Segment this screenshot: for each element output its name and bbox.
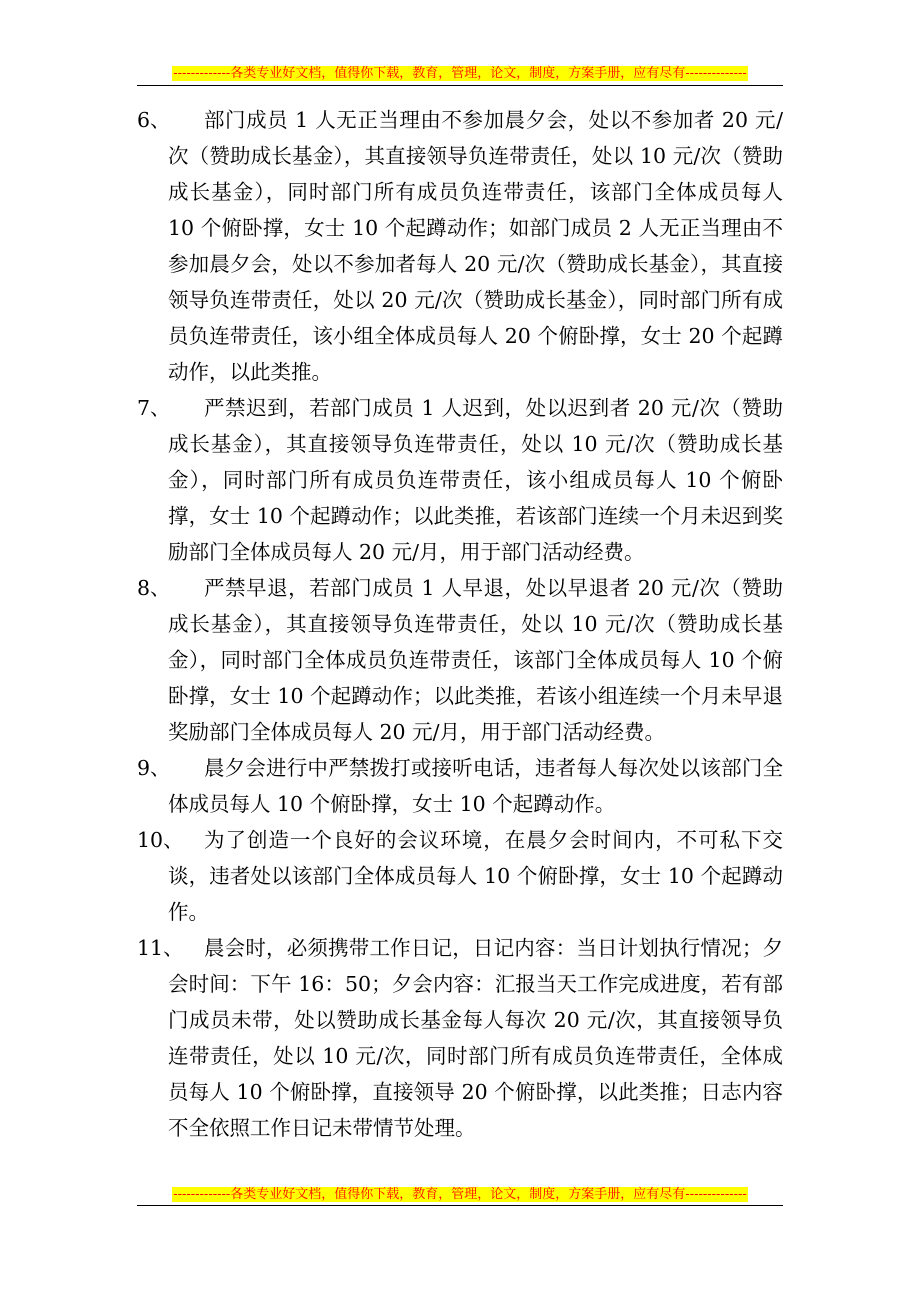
rule-item-8 bbox=[137, 570, 783, 750]
item-number: 8、 bbox=[137, 576, 171, 600]
item-text: 晨夕会进行中严禁拨打或接听电话，违者每人每次处以该部门全体成员每人 10 个俯卧撑，女士 10 个起蹲动作。 bbox=[168, 756, 783, 816]
item-number: 9、 bbox=[137, 756, 171, 780]
footer-rule bbox=[137, 1205, 783, 1206]
rule-item-10 bbox=[137, 822, 783, 930]
item-text: 严禁早退，若部门成员 1 人早退，处以早退者 20 元/次（赞助成长基金），其直接领导负连带责任，处以 10 元/次（赞助成长基金），同时部门全体成员负连带责任，该部门全体成员每人 10 个俯卧撑，女士 10 个起蹲动作；以此类推，若该小组连续一个月未早退奖励部门全体成员每人 20 元/月，用于部门活动经费。 bbox=[168, 576, 783, 744]
header-banner bbox=[0, 65, 920, 82]
rule-item-7 bbox=[137, 390, 783, 570]
rules-list bbox=[137, 102, 783, 1146]
item-number: 6、 bbox=[137, 108, 171, 132]
rule-item-11 bbox=[137, 930, 783, 1146]
rule-item-6 bbox=[137, 102, 783, 390]
footer-banner-text: -------------各类专业好文档，值得你下载，教育，管理，论文，制度，方案手册，应有尽有-------------- bbox=[173, 1187, 747, 1202]
footer-banner bbox=[0, 1186, 920, 1203]
rule-item-9 bbox=[137, 750, 783, 822]
item-text: 晨会时，必须携带工作日记，日记内容：当日计划执行情况；夕会时间：下午 16：50；夕会内容：汇报当天工作完成进度，若有部门成员未带，处以赞助成长基金每人每次 20 元/次，其直接领导负连带责任，处以 10 元/次，同时部门所有成员负连带责任，全体成员每人 10 个俯卧撑，直接领导 20 个俯卧撑，以此类推；日志内容不全依照工作日记未带情节处理。 bbox=[168, 936, 783, 1140]
item-text: 部门成员 1 人无正当理由不参加晨夕会，处以不参加者 20 元/次（赞助成长基金），其直接领导负连带责任，处以 10 元/次（赞助成长基金），同时部门所有成员负连带责任，该部门全体成员每人 10 个俯卧撑，女士 10 个起蹲动作；如部门成员 2 人无正当理由不参加晨夕会，处以不参加者每人 20 元/次（赞助成长基金），其直接领导负连带责任，处以 20 元/次（赞助成长基金），同时部门所有成员负连带责任，该小组全体成员每人 20 个俯卧撑，女士 20 个起蹲动作，以此类推。 bbox=[168, 108, 783, 384]
item-text: 严禁迟到，若部门成员 1 人迟到，处以迟到者 20 元/次（赞助成长基金），其直接领导负连带责任，处以 10 元/次（赞助成长基金），同时部门所有成员负连带责任，该小组成员每人 10 个俯卧撑，女士 10 个起蹲动作；以此类推，若该部门连续一个月未迟到奖励部门全体成员每人 20 元/月，用于部门活动经费。 bbox=[168, 396, 783, 564]
header-banner-text: -------------各类专业好文档，值得你下载，教育，管理，论文，制度，方案手册，应有尽有-------------- bbox=[173, 66, 747, 81]
item-number: 11、 bbox=[137, 936, 184, 960]
item-number: 10、 bbox=[137, 828, 184, 852]
header-rule bbox=[137, 85, 783, 86]
item-text: 为了创造一个良好的会议环境，在晨夕会时间内，不可私下交谈，违者处以该部门全体成员每人 10 个俯卧撑，女士 10 个起蹲动作。 bbox=[168, 828, 783, 924]
item-number: 7、 bbox=[137, 396, 171, 420]
